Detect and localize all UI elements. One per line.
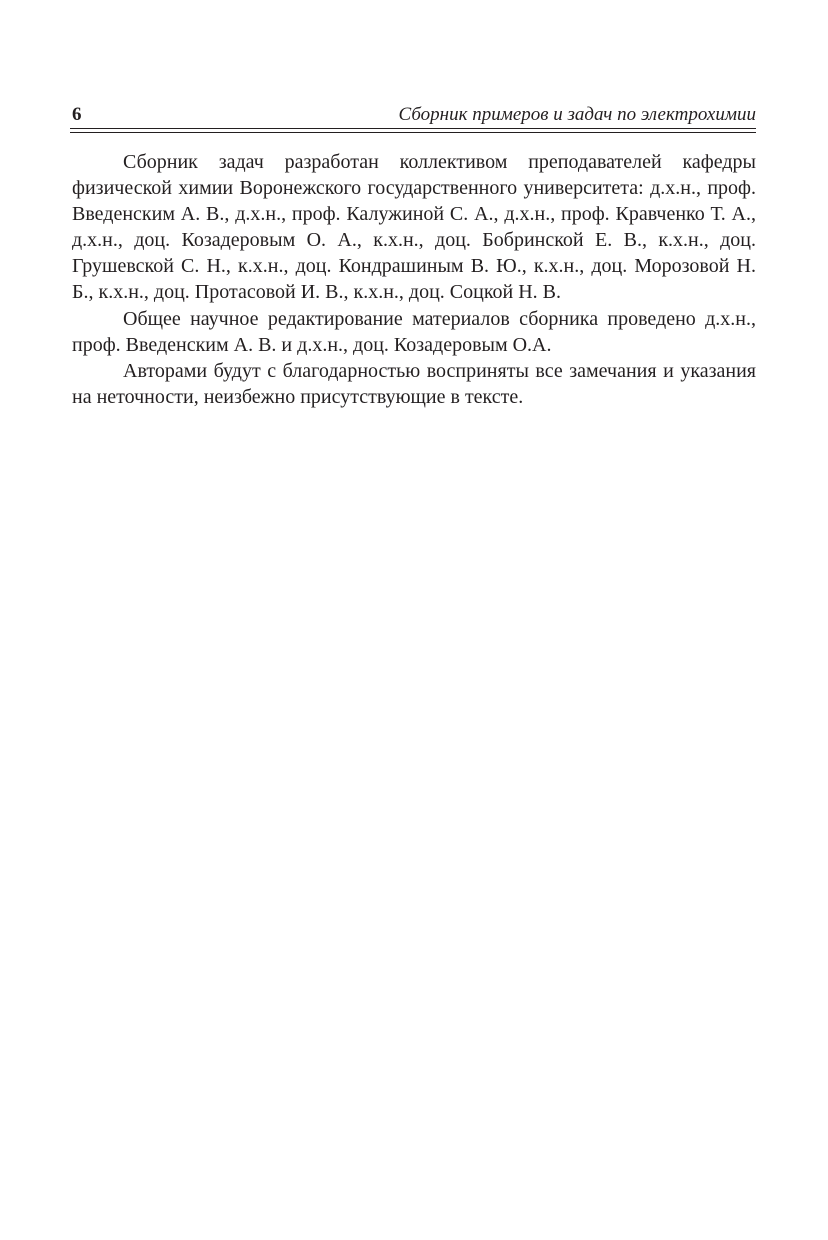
page-header	[70, 104, 756, 126]
paragraph-editing: Общее научное редактирование материалов сборника проведено д.х.н., проф. Введенским А. В. и д.х.н., доц. Козадеровым О.А.	[72, 307, 756, 356]
paragraph-acknowledgement: Авторами будут с благодарностью восприняты все замечания и указания на неточности, неизбежно присутствующие в тексте.	[72, 359, 756, 408]
page-number: 6	[72, 104, 82, 125]
header-rule-top	[70, 128, 756, 129]
paragraph-authors: Сборник задач разработан коллективом преподавателей кафедры физической химии Воронежского государственного университета: д.х.н., проф. Введенским А. В., д.х.н., проф. Калужиной С. А., д.х.н., проф. Кравченко Т. А., д.х.н., доц. Козадеровым О. А., к.х.н., доц. Бобринской Е. В., к.х.н., доц. Грушевской С. Н., к.х.н., доц. Кондрашиным В. Ю., к.х.н., доц. Морозовой Н. Б., к.х.н., доц. Протасовой И. В., к.х.н., доц. Соцкой Н. В.	[72, 151, 756, 304]
body-text	[72, 149, 756, 410]
running-title: Сборник примеров и задач по электрохимии	[398, 104, 756, 125]
header-rule-bottom	[70, 132, 756, 133]
